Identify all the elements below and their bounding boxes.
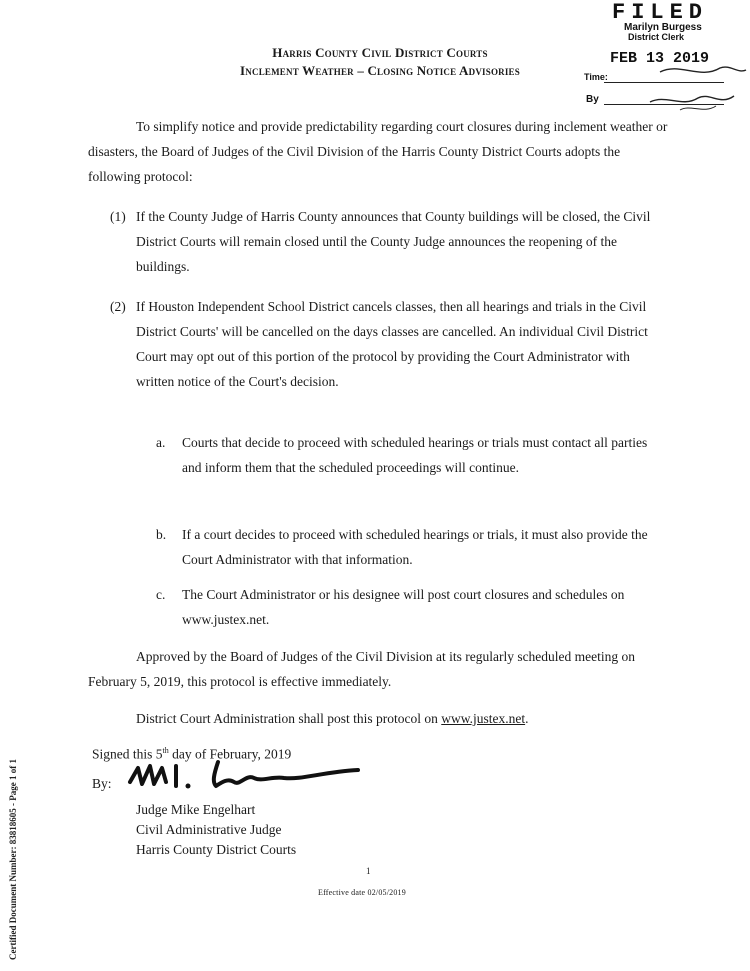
effective-date: Effective date 02/05/2019 — [318, 888, 406, 897]
certification-margin-text: Certified Document Number: 83818605 - Page 1 of 1 — [8, 759, 18, 960]
subitem-letter: c. — [156, 587, 166, 602]
stamp-time-label: Time: — [584, 72, 608, 82]
approval-paragraph: Approved by the Board of Judges of the Civil Division at its regularly scheduled meeting on February 5, 2019, this protocol is effective immediately. — [88, 649, 636, 689]
document-header — [150, 44, 610, 80]
signed-pre: Signed this 5 — [92, 746, 163, 762]
subitem-text: Courts that decide to proceed with scheduled hearings or trials must contact all parties and inform them that the scheduled proceedings will continue. — [182, 435, 648, 475]
item-number: (1) — [110, 209, 126, 224]
item-number: (2) — [110, 299, 126, 314]
posting-text: District Court Administration shall post this protocol on — [136, 711, 442, 726]
subitem-text: If a court decides to proceed with scheduled hearings or trials, it must also provide the Court Administrator with that information. — [182, 527, 648, 567]
stamp-by-label: By — [586, 94, 599, 105]
subitem-letter: b. — [156, 527, 167, 542]
signer-name: Judge Mike Engelhart — [136, 802, 256, 817]
subitem-text: The Court Administrator or his designee will post court closures and schedules on www.justex.net. — [182, 587, 625, 627]
intro-paragraph: To simplify notice and provide predictability regarding court closures during inclement weather or disasters, the Board of Judges of the Civil Division of the Harris County District Courts adopts the following protocol: — [88, 119, 668, 184]
signature-icon — [122, 752, 372, 802]
subitem-letter: a. — [156, 435, 166, 450]
stamp-handwriting-icon — [620, 58, 750, 118]
header-line-2: Inclement Weather – Closing Notice Advisories — [240, 63, 520, 78]
posting-end: . — [525, 711, 529, 726]
signer-org: Harris County District Courts — [136, 842, 297, 857]
filed-label: FILED — [612, 0, 709, 25]
by-label: By: — [92, 776, 112, 791]
signed-post: day of February, 2019 — [168, 746, 292, 762]
signed-sup: th — [162, 746, 169, 755]
justex-link[interactable]: www.justex.net — [441, 711, 526, 726]
clerk-name: Marilyn Burgess — [624, 22, 702, 33]
item-text: If Houston Independent School District cancels classes, then all hearings and trials in the Civil District Courts' will be cancelled on the days classes are cancelled. An individual Civil District Court may opt out of this portion of the protocol by providing the Court Administrator with written notice of the Court's decision. — [136, 299, 648, 389]
signer-title: Civil Administrative Judge — [136, 822, 282, 837]
filed-stamp — [580, 0, 750, 130]
posting-paragraph — [136, 706, 676, 731]
item-text: If the County Judge of Harris County announces that County buildings will be closed, the Civil District Courts will remain closed until the County Judge announces the reopening of the buildings. — [136, 209, 651, 274]
clerk-title: District Clerk — [628, 32, 685, 42]
filed-date: FEB 13 2019 — [610, 50, 710, 67]
signer-block — [136, 800, 296, 860]
page-number: 1 — [366, 866, 371, 876]
header-line-1: Harris County Civil District Courts — [272, 45, 488, 60]
